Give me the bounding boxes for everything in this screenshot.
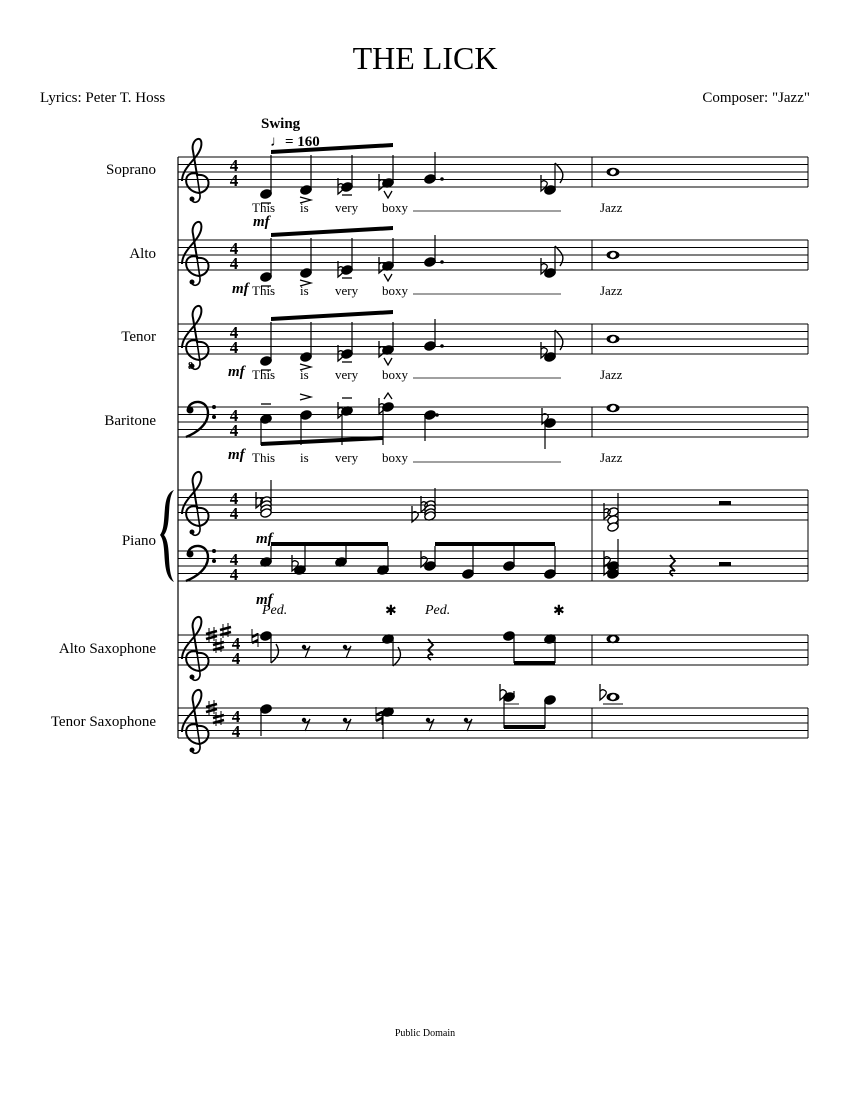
notehead (300, 410, 313, 421)
sharp-icon (220, 623, 231, 638)
eighth-rest-icon (343, 645, 351, 658)
natural-icon (252, 629, 258, 647)
whole-note (607, 693, 620, 701)
notehead (341, 182, 354, 193)
notehead (260, 631, 273, 642)
notehead (260, 356, 273, 367)
eighth-rest-icon (343, 718, 351, 731)
pedal-mark: Ped. (425, 603, 451, 618)
time-signature (230, 406, 239, 440)
notehead (503, 631, 516, 642)
time-signature-numerator: 4 (229, 239, 239, 258)
treble-clef-icon (182, 472, 209, 535)
voice-soprano (260, 143, 620, 211)
notehead (260, 272, 273, 283)
dynamic-mf: mf (232, 281, 249, 297)
staff (178, 490, 808, 520)
staff (178, 157, 808, 187)
notehead (260, 414, 273, 425)
lyric-syllable: This (252, 450, 276, 465)
instrument-label-piano: Piano (121, 533, 156, 549)
staff (178, 635, 808, 665)
dynamic-mf: mf (253, 214, 270, 230)
octave-mark: 8 (188, 361, 193, 372)
quarter-note-icon: ♩ (270, 134, 285, 150)
time-signature-numerator: 4 (229, 323, 239, 342)
marcato-mark (384, 274, 392, 281)
lyric-syllable: boxy (382, 200, 408, 215)
flag (271, 644, 278, 663)
staff (178, 407, 808, 437)
instrument-label-soprano: Soprano (106, 162, 156, 178)
instrument-label-tenor-saxophone: Tenor Saxophone (50, 714, 156, 730)
staff (178, 708, 808, 738)
eighth-rest-icon (302, 645, 310, 658)
time-signature (230, 323, 239, 357)
lyric-syllable: is (300, 283, 309, 298)
lyric-syllable: very (335, 200, 359, 215)
pedal-release-icon: ✱ (385, 604, 397, 619)
time-signature-numerator: 4 (229, 406, 239, 425)
treble-clef-icon (182, 306, 209, 369)
staff (178, 551, 808, 581)
half-rest (719, 562, 731, 566)
dot (440, 260, 444, 264)
instrument-label-baritone: Baritone (104, 413, 156, 429)
pedal-mark: Ped. (262, 603, 288, 618)
dynamic-mf: mf (256, 592, 273, 608)
tempo-marking: Swing (261, 116, 301, 132)
lyric-syllable: Jazz (600, 283, 623, 298)
treble-clef-icon (182, 617, 209, 680)
dynamic-mf: mf (228, 364, 245, 380)
notehead (424, 257, 437, 268)
flag (555, 246, 563, 266)
whole-note (607, 404, 620, 412)
pedal-release-icon: ✱ (553, 604, 565, 619)
lyric-syllable: is (300, 450, 309, 465)
staff (178, 324, 808, 354)
dot (440, 344, 444, 348)
lyricist-credit: Lyrics: Peter T. Hoss (40, 90, 166, 106)
beam (435, 542, 555, 546)
time-signature-denominator: 4 (229, 565, 239, 584)
whole-note (607, 635, 620, 643)
instrument-label-alto: Alto (129, 246, 156, 262)
lyric-syllable: very (335, 283, 359, 298)
flat-icon (600, 684, 606, 700)
accent-mark (300, 394, 311, 400)
notehead (503, 561, 516, 572)
time-signature-denominator: 4 (229, 171, 239, 190)
dot (440, 177, 444, 181)
time-signature (230, 156, 239, 190)
time-signature-denominator: 4 (229, 254, 239, 273)
time-signature-denominator: 4 (229, 338, 239, 357)
time-signature-denominator: 4 (229, 421, 239, 440)
notehead (424, 174, 437, 185)
instrument-label-tenor: Tenor (121, 329, 156, 345)
lyric-syllable: very (335, 450, 359, 465)
lyric-syllable: boxy (382, 450, 408, 465)
lyric-syllable: very (335, 367, 359, 382)
time-signature (230, 239, 239, 273)
lyric-syllable: is (300, 367, 309, 382)
marcato-mark (384, 358, 392, 365)
notehead (260, 704, 273, 715)
staff (178, 240, 808, 270)
beam (261, 436, 383, 446)
lyric-syllable: boxy (382, 367, 408, 382)
piano-brace (160, 490, 174, 582)
notehead (503, 692, 516, 703)
whole-note (607, 335, 620, 343)
copyright-footer: Public Domain (394, 1028, 456, 1039)
sharp-icon (206, 700, 217, 715)
natural-icon (376, 707, 382, 725)
time-signature-numerator: 4 (231, 634, 241, 653)
lyric-syllable: Jazz (600, 200, 623, 215)
instrument-label-alto-saxophone: Alto Saxophone (58, 641, 156, 657)
notehead (300, 352, 313, 363)
beam (271, 310, 393, 321)
notehead (544, 418, 557, 429)
time-signature (232, 634, 241, 668)
time-signature-numerator: 4 (231, 707, 241, 726)
lyric-syllable: Jazz (600, 367, 623, 382)
half-rest (719, 501, 731, 505)
treble-clef-icon (182, 139, 209, 202)
whole-note (607, 168, 620, 176)
beam (271, 542, 388, 546)
sharp-icon (206, 627, 217, 642)
time-signature (230, 489, 239, 523)
lyric-syllable: This (252, 200, 276, 215)
lyric-syllable: This (252, 283, 276, 298)
sharp-icon (213, 711, 224, 726)
whole-note (607, 251, 620, 259)
time-signature (230, 550, 239, 584)
score-title: THE LICK (352, 40, 498, 76)
time-signature-denominator: 4 (231, 722, 241, 741)
treble-clef-icon (182, 690, 209, 753)
notehead (424, 341, 437, 352)
piano-right-hand (256, 480, 731, 532)
eighth-rest-icon (464, 718, 472, 731)
lyric-syllable: is (300, 200, 309, 215)
voice-tenor (260, 310, 620, 378)
time-signature-numerator: 4 (229, 156, 239, 175)
lyric-syllable: This (252, 367, 276, 382)
dot (435, 413, 439, 417)
notehead (300, 268, 313, 279)
beam (271, 226, 393, 237)
marcato-mark (384, 393, 392, 399)
notehead (424, 410, 437, 421)
marcato-mark (384, 191, 392, 198)
sharp-icon (213, 638, 224, 653)
eighth-rest-icon (426, 718, 434, 731)
dynamic-mf: mf (256, 531, 273, 547)
notehead (260, 189, 273, 200)
eighth-rest-icon (302, 718, 310, 731)
lyric-syllable: boxy (382, 283, 408, 298)
time-signature-denominator: 4 (231, 649, 241, 668)
notehead (341, 349, 354, 360)
time-signature-numerator: 4 (229, 489, 239, 508)
time-signature (232, 707, 241, 741)
treble-clef-icon (182, 222, 209, 285)
voice-alto (260, 226, 620, 294)
notehead (341, 265, 354, 276)
flag (555, 163, 563, 183)
time-signature-numerator: 4 (229, 550, 239, 569)
voice-baritone (260, 393, 620, 462)
lyric-syllable: Jazz (600, 450, 623, 465)
composer-credit: Composer: "Jazz" (702, 90, 810, 106)
notehead (300, 185, 313, 196)
tempo-value: ♩= 160 (270, 134, 320, 150)
dynamic-mf: mf (228, 447, 245, 463)
notehead (544, 569, 557, 580)
beam (514, 661, 555, 665)
beam (504, 725, 545, 729)
flag (555, 330, 563, 350)
notehead (382, 402, 395, 413)
notehead (462, 569, 475, 580)
time-signature-denominator: 4 (229, 504, 239, 523)
notehead (544, 695, 557, 706)
